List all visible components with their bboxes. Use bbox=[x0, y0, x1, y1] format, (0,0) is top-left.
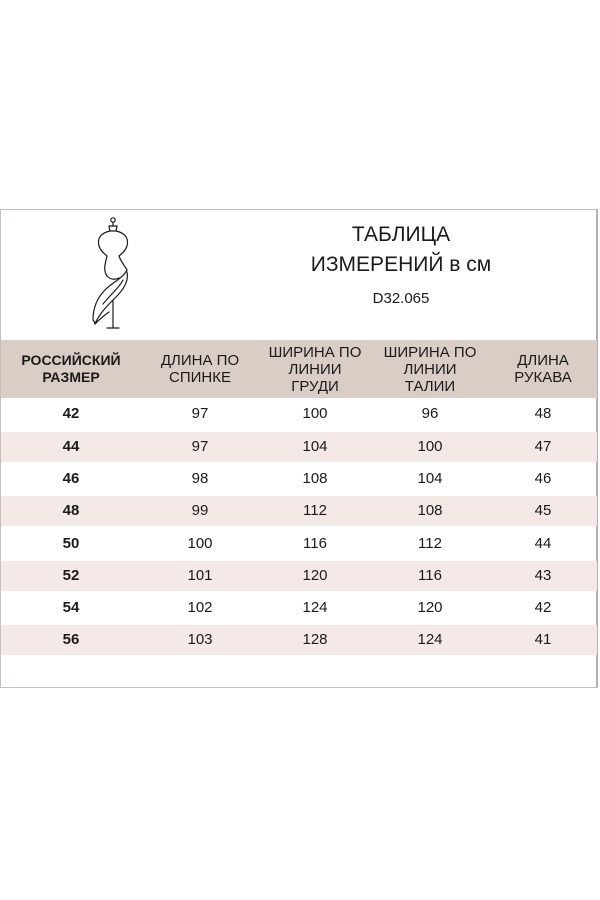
header-line: ГРУДИ bbox=[291, 377, 339, 395]
cell-size: 52 bbox=[62, 567, 80, 584]
header-line: ШИРИНА ПО bbox=[268, 343, 362, 361]
header-line: ШИРИНА ПО bbox=[383, 343, 477, 361]
cell-back-length: 103 bbox=[187, 631, 213, 648]
chart-title bbox=[281, 220, 521, 280]
cell-back-length: 102 bbox=[187, 599, 213, 616]
header-line: ТАЛИИ bbox=[404, 377, 456, 395]
table-row bbox=[1, 561, 597, 591]
cell-size: 42 bbox=[62, 405, 80, 422]
table-row bbox=[1, 464, 597, 494]
header-line: СПИНКЕ bbox=[169, 369, 231, 386]
cell-chest-width: 116 bbox=[303, 535, 327, 552]
cell-chest-width: 104 bbox=[302, 438, 328, 455]
cell-size: 46 bbox=[62, 470, 80, 487]
header-size bbox=[1, 340, 141, 398]
cell-sleeve-length: 48 bbox=[534, 405, 552, 422]
table-row bbox=[1, 625, 597, 655]
title-line-2: ИЗМЕРЕНИЙ в см bbox=[310, 253, 492, 276]
table-row bbox=[1, 593, 597, 623]
cell-waist-width: 100 bbox=[417, 438, 443, 455]
cell-chest-width: 100 bbox=[302, 405, 328, 422]
header-line: ЛИНИИ bbox=[403, 360, 457, 378]
header-line: РУКАВА bbox=[514, 369, 572, 386]
header-line: ДЛИНА bbox=[517, 352, 569, 369]
cell-sleeve-length: 44 bbox=[534, 535, 552, 552]
table-row bbox=[1, 399, 597, 429]
header-line: ЛИНИИ bbox=[288, 360, 342, 378]
header-line: РАЗМЕР bbox=[42, 369, 100, 385]
cell-size: 56 bbox=[62, 631, 80, 648]
cell-waist-width: 124 bbox=[417, 631, 443, 648]
cell-sleeve-length: 43 bbox=[534, 567, 552, 584]
cell-back-length: 97 bbox=[191, 405, 209, 422]
size-chart-card bbox=[0, 209, 598, 688]
cell-chest-width: 128 bbox=[302, 631, 328, 648]
header-chest-width bbox=[259, 340, 371, 398]
cell-sleeve-length: 47 bbox=[534, 438, 552, 455]
header-waist-width bbox=[371, 340, 489, 398]
cell-sleeve-length: 46 bbox=[534, 470, 552, 487]
table-header bbox=[1, 340, 597, 398]
cell-waist-width: 116 bbox=[418, 567, 442, 584]
table-row bbox=[1, 529, 597, 559]
cell-sleeve-length: 42 bbox=[534, 599, 552, 616]
cell-sleeve-length: 41 bbox=[534, 631, 552, 648]
cell-chest-width: 112 bbox=[303, 502, 327, 519]
cell-size: 54 bbox=[62, 599, 80, 616]
cell-chest-width: 120 bbox=[302, 567, 328, 584]
title-line-1: ТАБЛИЦА bbox=[351, 223, 451, 246]
cell-waist-width: 112 bbox=[418, 535, 442, 552]
cell-chest-width: 124 bbox=[302, 599, 328, 616]
header-back-length bbox=[141, 340, 259, 398]
mannequin-icon bbox=[83, 216, 143, 334]
cell-sleeve-length: 45 bbox=[534, 502, 552, 519]
header-sleeve-length bbox=[489, 340, 597, 398]
cell-chest-width: 108 bbox=[302, 470, 328, 487]
cell-size: 44 bbox=[62, 438, 80, 455]
cell-back-length: 101 bbox=[187, 567, 213, 584]
cell-size: 48 bbox=[62, 502, 80, 519]
cell-back-length: 100 bbox=[187, 535, 213, 552]
cell-back-length: 97 bbox=[191, 438, 209, 455]
cell-waist-width: 108 bbox=[417, 502, 443, 519]
cell-waist-width: 120 bbox=[417, 599, 443, 616]
table-row bbox=[1, 432, 597, 462]
model-code: D32.065 bbox=[372, 290, 430, 307]
table-row bbox=[1, 496, 597, 526]
cell-waist-width: 104 bbox=[417, 470, 443, 487]
cell-back-length: 98 bbox=[191, 470, 209, 487]
cell-size: 50 bbox=[62, 535, 80, 552]
header-line: ДЛИНА ПО bbox=[160, 352, 240, 369]
cell-back-length: 99 bbox=[191, 502, 209, 519]
header-line: РОССИЙСКИЙ bbox=[21, 352, 121, 368]
cell-waist-width: 96 bbox=[421, 405, 439, 422]
